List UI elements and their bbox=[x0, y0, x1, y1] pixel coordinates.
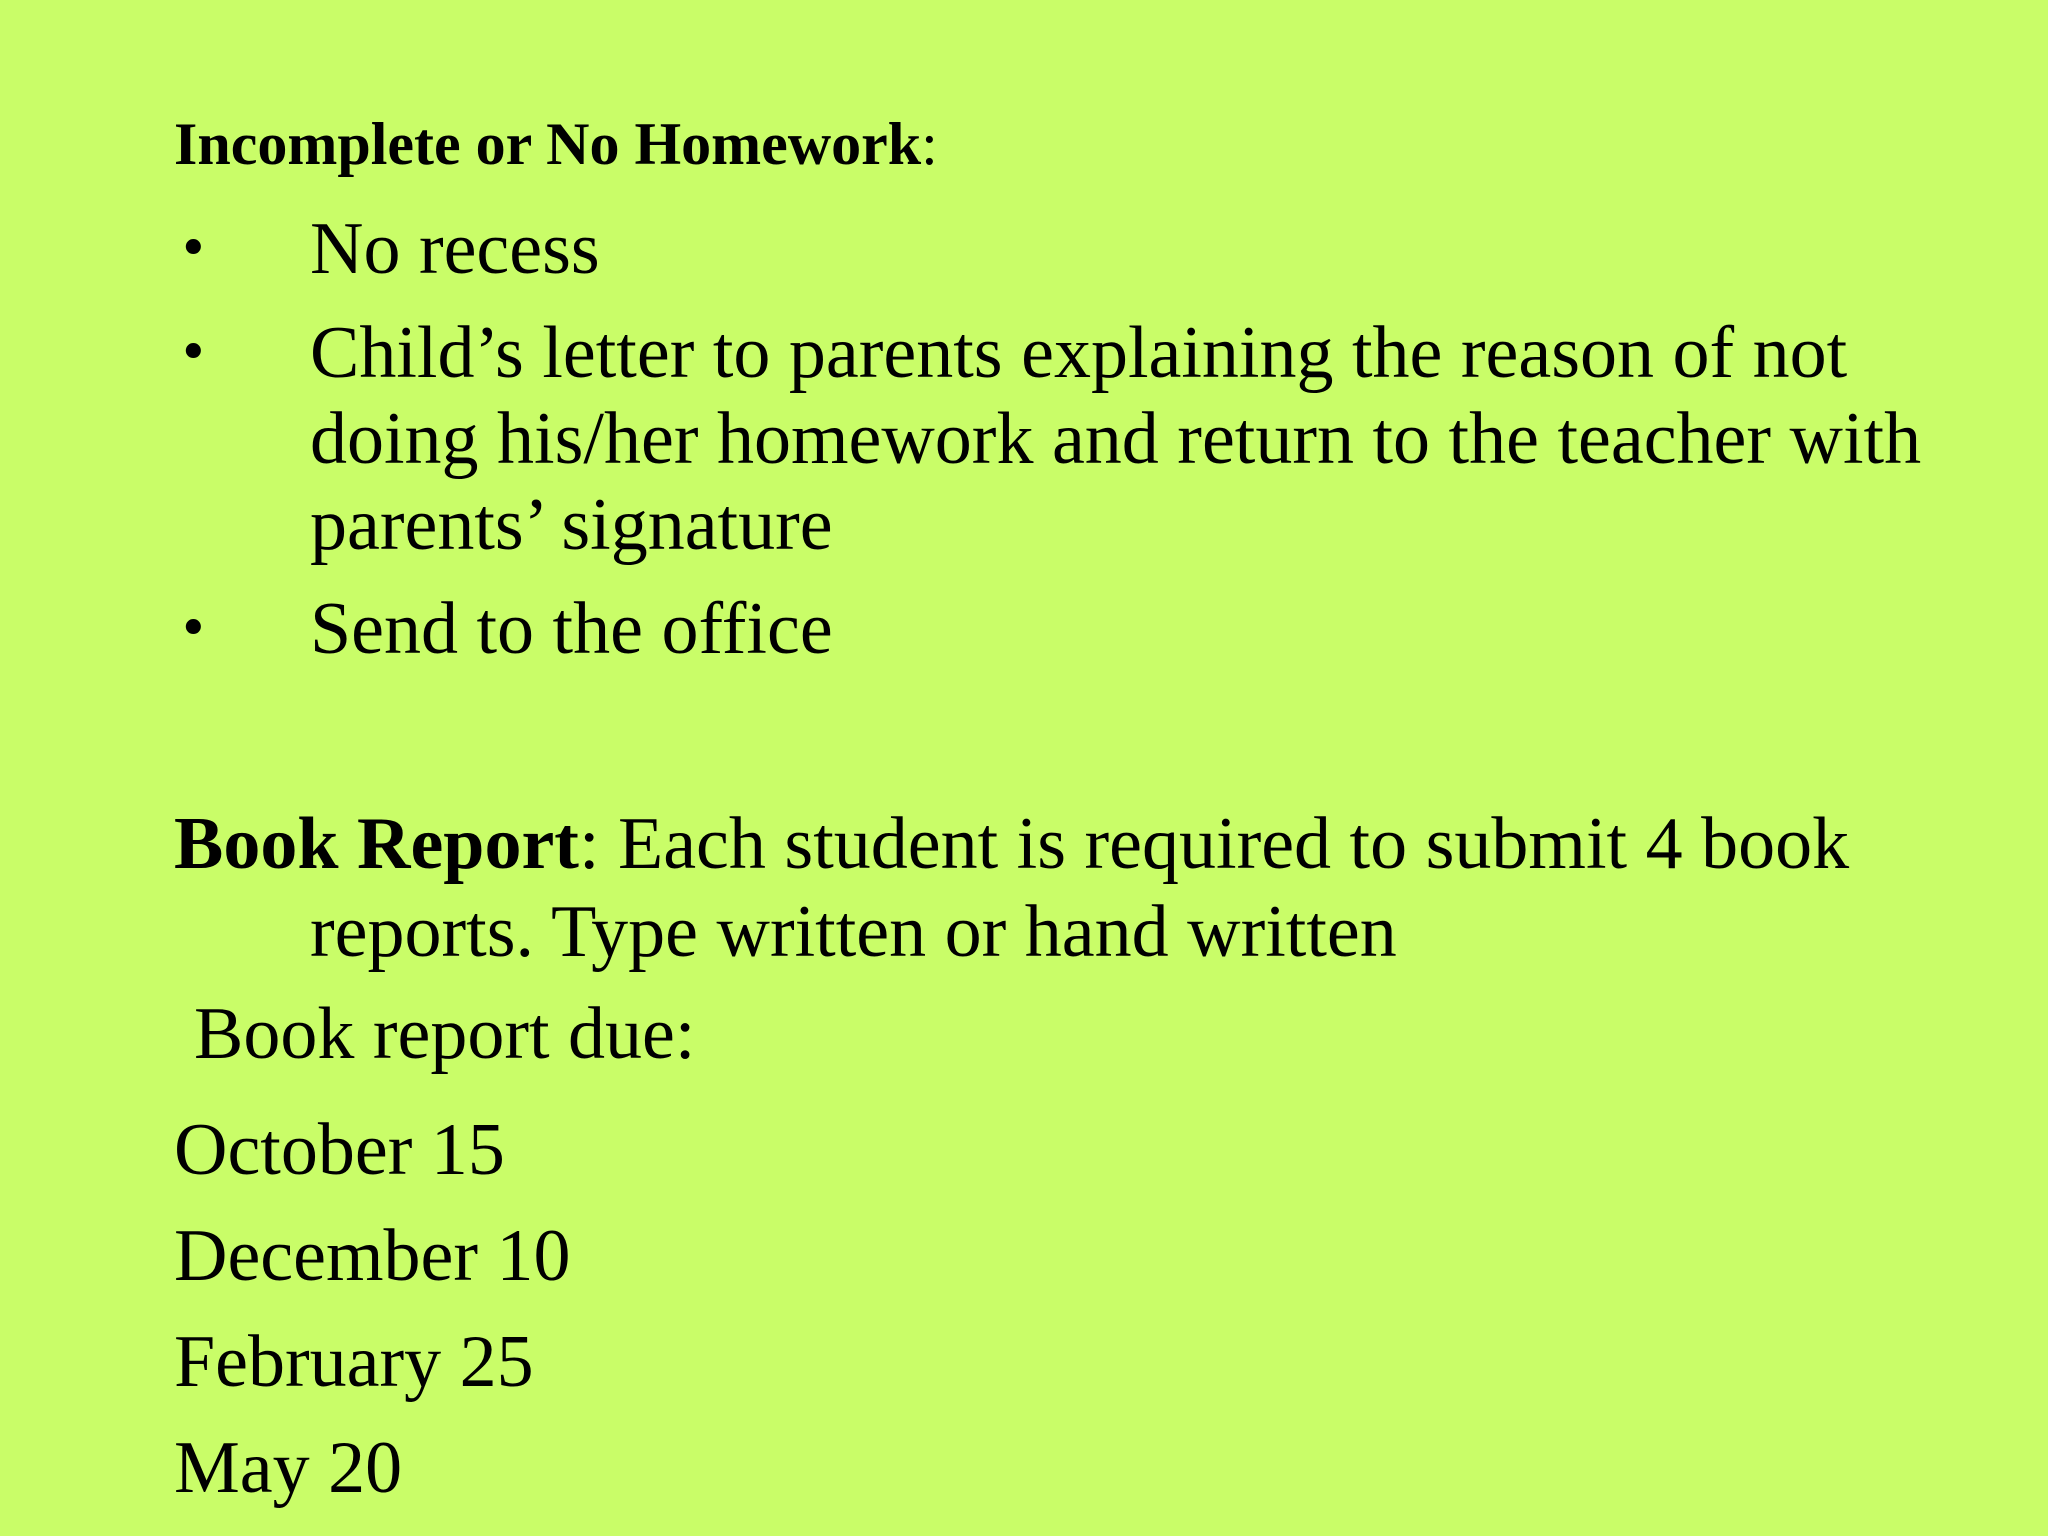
book-report-paragraph bbox=[174, 800, 2030, 976]
homework-consequences-list bbox=[174, 206, 1974, 690]
bullet-icon: • bbox=[178, 219, 209, 279]
list-item bbox=[174, 586, 1974, 672]
due-date-item: December 10 bbox=[174, 1215, 571, 1297]
list-item bbox=[174, 310, 1974, 568]
due-date-item: October 15 bbox=[174, 1109, 505, 1191]
homework-heading-title: Incomplete or No Homework bbox=[174, 111, 922, 177]
due-dates-list bbox=[174, 1097, 571, 1521]
due-date-item: May 20 bbox=[174, 1427, 403, 1509]
homework-heading-colon: : bbox=[921, 111, 938, 177]
homework-heading bbox=[174, 108, 938, 180]
list-item-text: No recess bbox=[310, 208, 600, 290]
list-item-text: Send to the office bbox=[310, 588, 833, 670]
list-item-text: Child’s letter to parents explaining the reason of not doing his/her homework and return to the teacher with parents’ signature bbox=[310, 312, 1922, 566]
book-report-description: : Each student is required to submit 4 book reports. Type written or hand written bbox=[310, 803, 1850, 973]
bullet-icon: • bbox=[178, 323, 209, 383]
book-report-due-label: Book report due: bbox=[194, 993, 696, 1075]
book-report-title: Book Report bbox=[174, 803, 579, 885]
list-item bbox=[174, 206, 1974, 292]
bullet-icon: • bbox=[178, 599, 209, 659]
due-date-item: February 25 bbox=[174, 1321, 534, 1403]
